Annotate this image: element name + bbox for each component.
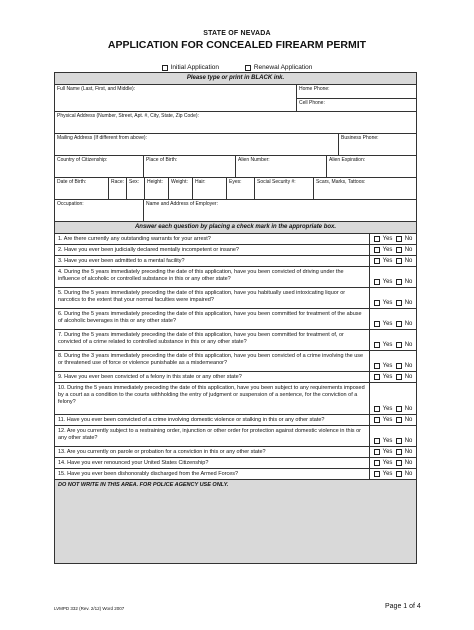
home-phone-field[interactable]: Home Phone: — [299, 86, 330, 92]
yes-no-answer — [370, 267, 416, 287]
initial-application-label: Initial Application — [170, 64, 220, 71]
yes-label: Yes — [382, 449, 393, 455]
application-form — [54, 72, 417, 564]
no-label: No — [404, 342, 413, 348]
question-text: 1. Are there currently any outstanding warrants for your arrest? — [55, 234, 370, 244]
yes-option[interactable] — [374, 236, 393, 242]
yes-label: Yes — [382, 471, 393, 477]
question-text: 2. Have you ever been judicially declared mentally incompetent or insane? — [55, 245, 370, 255]
no-label: No — [404, 374, 413, 380]
yes-option[interactable] — [374, 300, 393, 306]
question-row — [55, 309, 416, 330]
yes-no-answer — [370, 234, 416, 244]
yes-no-answer — [370, 447, 416, 457]
question-text: 12. Are you currently subject to a restraining order, injunction or other order for protection against domestic violence in this or any other state? — [55, 426, 370, 446]
physical-address-field[interactable]: Physical Address (Number, Street, Apt. #, City, State, Zip Code): — [57, 113, 199, 119]
no-label: No — [404, 471, 413, 477]
question-row — [55, 245, 416, 256]
question-text: 9. Have you ever been convicted of a felony in this state or any other state? — [55, 372, 370, 382]
question-text: 10. During the 5 years immediately preceding the date of this application, have you been subject to any requirements imposed by a court as a condition to the courts withholding the entry of judgment or suspension of a sentence, for the conviction of a felony? — [55, 383, 370, 414]
question-row — [55, 447, 416, 458]
alien-expiration-field[interactable]: Alien Expiration: — [329, 157, 366, 163]
question-text: 7. During the 5 years immediately preceding the date of this application, have you been committed for treatment of, or convicted of a crime related to controlled substance in this or any other state? — [55, 330, 370, 350]
no-label: No — [404, 258, 413, 264]
ssn-field[interactable]: Social Security #: — [255, 178, 314, 199]
question-row — [55, 288, 416, 309]
yes-label: Yes — [382, 406, 393, 412]
mailing-address-field[interactable]: Mailing Address (If different from above): — [55, 134, 339, 155]
name-row — [55, 85, 416, 112]
yes-checkbox[interactable] — [374, 363, 380, 369]
yes-option[interactable] — [374, 460, 393, 466]
yes-label: Yes — [382, 374, 393, 380]
full-name-field[interactable]: Full Name (Last, First, and Middle): — [55, 85, 297, 111]
yes-option[interactable] — [374, 321, 393, 327]
no-label: No — [404, 321, 413, 327]
yes-checkbox[interactable] — [374, 471, 380, 477]
yes-checkbox[interactable] — [374, 406, 380, 412]
yes-checkbox[interactable] — [374, 258, 380, 264]
yes-option[interactable] — [374, 471, 393, 477]
no-checkbox[interactable] — [396, 449, 402, 455]
no-checkbox[interactable] — [396, 300, 402, 306]
description-row — [55, 178, 416, 200]
no-checkbox[interactable] — [396, 236, 402, 242]
yes-option[interactable] — [374, 279, 393, 285]
alien-number-field[interactable]: Alien Number: — [236, 156, 327, 177]
page-number: Page 1 of 4 — [385, 603, 421, 610]
question-row — [55, 469, 416, 480]
question-text: 14. Have you ever renounced your United States Citizenship? — [55, 458, 370, 468]
yes-no-answer — [370, 288, 416, 308]
yes-label: Yes — [382, 279, 393, 285]
physical-address-row — [55, 112, 416, 134]
yes-option[interactable] — [374, 258, 393, 264]
no-checkbox[interactable] — [396, 321, 402, 327]
no-checkbox[interactable] — [396, 363, 402, 369]
employment-row — [55, 200, 416, 222]
no-option[interactable] — [396, 279, 413, 285]
no-label: No — [404, 363, 413, 369]
no-label: No — [404, 449, 413, 455]
no-checkbox[interactable] — [396, 258, 402, 264]
initial-application-checkbox[interactable] — [162, 65, 168, 71]
question-row — [55, 426, 416, 447]
height-field[interactable]: Height: — [145, 178, 169, 199]
country-citizenship-field[interactable]: Country of Citizenship: — [55, 156, 144, 177]
no-label: No — [404, 460, 413, 466]
yes-no-answer — [370, 458, 416, 468]
no-label: No — [404, 279, 413, 285]
yes-checkbox[interactable] — [374, 236, 380, 242]
no-label: No — [404, 406, 413, 412]
yes-no-answer — [370, 426, 416, 446]
question-row — [55, 415, 416, 426]
no-option[interactable] — [396, 449, 413, 455]
no-checkbox[interactable] — [396, 460, 402, 466]
no-option[interactable] — [396, 406, 413, 412]
employer-field[interactable]: Name and Address of Employer: — [146, 201, 218, 207]
yes-option[interactable] — [374, 363, 393, 369]
no-checkbox[interactable] — [396, 406, 402, 412]
no-option[interactable] — [396, 258, 413, 264]
no-option[interactable] — [396, 460, 413, 466]
yes-label: Yes — [382, 342, 393, 348]
no-checkbox[interactable] — [396, 342, 402, 348]
no-label: No — [404, 247, 413, 253]
hair-field[interactable]: Hair: — [193, 178, 227, 199]
yes-label: Yes — [382, 417, 393, 423]
yes-option[interactable] — [374, 449, 393, 455]
no-option[interactable] — [396, 342, 413, 348]
yes-checkbox[interactable] — [374, 374, 380, 380]
yes-checkbox[interactable] — [374, 300, 380, 306]
no-label: No — [404, 300, 413, 306]
occupation-field[interactable]: Occupation: — [55, 200, 144, 221]
yes-checkbox[interactable] — [374, 247, 380, 253]
no-option[interactable] — [396, 300, 413, 306]
eyes-field[interactable]: Eyes: — [227, 178, 255, 199]
yes-label: Yes — [382, 258, 393, 264]
sex-field[interactable]: Sex: — [127, 178, 145, 199]
question-row — [55, 351, 416, 372]
yes-checkbox[interactable] — [374, 279, 380, 285]
yes-no-answer — [370, 383, 416, 414]
question-row — [55, 458, 416, 469]
yes-label: Yes — [382, 438, 393, 444]
yes-checkbox[interactable] — [374, 342, 380, 348]
no-option[interactable] — [396, 363, 413, 369]
yes-no-answer — [370, 372, 416, 382]
yes-option[interactable] — [374, 247, 393, 253]
place-of-birth-field[interactable]: Place of Birth: — [144, 156, 236, 177]
instructions-band: Please type or print in BLACK ink. — [55, 73, 416, 85]
question-row — [55, 372, 416, 383]
business-phone-field[interactable]: Business Phone: — [341, 135, 379, 141]
no-checkbox[interactable] — [396, 438, 402, 444]
yes-checkbox[interactable] — [374, 321, 380, 327]
yes-checkbox[interactable] — [374, 417, 380, 423]
form-number: LVMPD 332 (Rev. 2/12) Word 2007 — [54, 606, 125, 611]
no-checkbox[interactable] — [396, 417, 402, 423]
no-option[interactable] — [396, 471, 413, 477]
renewal-application-checkbox[interactable] — [245, 65, 251, 71]
yes-label: Yes — [382, 236, 393, 242]
no-label: No — [404, 438, 413, 444]
yes-label: Yes — [382, 321, 393, 327]
question-text: 11. Have you ever been convicted of a crime involving domestic violence or stalking in this or any other state? — [55, 415, 370, 425]
question-text: 8. During the 3 years immediately preceding the date of this application, have you been convicted of a crime involving the use or threatened use of force or violence punishable as a misdemeanor? — [55, 351, 370, 371]
question-row — [55, 383, 416, 415]
questions-list — [55, 234, 416, 480]
no-option[interactable] — [396, 321, 413, 327]
yes-no-answer — [370, 415, 416, 425]
yes-no-answer — [370, 309, 416, 329]
question-text: 5. During the 5 years immediately preceding the date of this application, have you habitually used intoxicating liquor or narcotics to the extent that your normal faculties were impaired? — [55, 288, 370, 308]
form-header — [0, 30, 474, 51]
no-option[interactable] — [396, 417, 413, 423]
no-option[interactable] — [396, 236, 413, 242]
yes-option[interactable] — [374, 438, 393, 444]
yes-option[interactable] — [374, 342, 393, 348]
no-option[interactable] — [396, 247, 413, 253]
initial-application-option[interactable] — [162, 64, 219, 71]
question-text: 13. Are you currently on parole or probation for a conviction in this or any other state? — [55, 447, 370, 457]
question-row — [55, 267, 416, 288]
questions-header-band: Answer each question by placing a check mark in the appropriate box. — [55, 222, 416, 234]
yes-label: Yes — [382, 300, 393, 306]
mailing-address-row — [55, 134, 416, 156]
form-title: APPLICATION FOR CONCEALED FIREARM PERMIT — [107, 39, 367, 51]
yes-label: Yes — [382, 460, 393, 466]
yes-option[interactable] — [374, 417, 393, 423]
cell-phone-field[interactable]: Cell Phone: — [297, 98, 416, 112]
question-text: 6. During the 5 years immediately preceding the date of this application, have you been committed for treatment of the abuse of alcoholic beverages in this or any other state? — [55, 309, 370, 329]
yes-no-answer — [370, 245, 416, 255]
citizenship-row — [55, 156, 416, 178]
renewal-application-option[interactable] — [245, 64, 313, 71]
yes-option[interactable] — [374, 406, 393, 412]
office-use-area: DO NOT WRITE IN THIS AREA. FOR POLICE AGENCY USE ONLY. — [55, 480, 416, 563]
scars-marks-tattoos-field[interactable]: Scars, Marks, Tattoos: — [316, 179, 366, 185]
yes-checkbox[interactable] — [374, 449, 380, 455]
yes-label: Yes — [382, 363, 393, 369]
race-field[interactable]: Race: — [109, 178, 127, 199]
no-checkbox[interactable] — [396, 247, 402, 253]
yes-label: Yes — [382, 247, 393, 253]
no-checkbox[interactable] — [396, 374, 402, 380]
state-heading: STATE OF NEVADA — [203, 30, 271, 37]
date-of-birth-field[interactable]: Date of Birth: — [55, 178, 109, 199]
no-label: No — [404, 417, 413, 423]
no-checkbox[interactable] — [396, 471, 402, 477]
question-text: 3. Have you ever been admitted to a mental facility? — [55, 256, 370, 266]
no-checkbox[interactable] — [396, 279, 402, 285]
no-label: No — [404, 236, 413, 242]
yes-checkbox[interactable] — [374, 460, 380, 466]
yes-option[interactable] — [374, 374, 393, 380]
weight-field[interactable]: Weight: — [169, 178, 193, 199]
question-row — [55, 330, 416, 351]
question-text: 15. Have you ever been dishonorably discharged from the Armed Forces? — [55, 469, 370, 479]
yes-no-answer — [370, 351, 416, 371]
question-text: 4. During the 5 years immediately preceding the date of this application, have you been convicted of driving under the influence of alcoholic or controlled substance in this or any other state? — [55, 267, 370, 287]
yes-no-answer — [370, 256, 416, 266]
question-row — [55, 234, 416, 245]
renewal-application-label: Renewal Application — [253, 64, 313, 71]
no-option[interactable] — [396, 374, 413, 380]
yes-checkbox[interactable] — [374, 438, 380, 444]
phone-stack — [297, 85, 416, 111]
question-row — [55, 256, 416, 267]
yes-no-answer — [370, 469, 416, 479]
no-option[interactable] — [396, 438, 413, 444]
yes-no-answer — [370, 330, 416, 350]
